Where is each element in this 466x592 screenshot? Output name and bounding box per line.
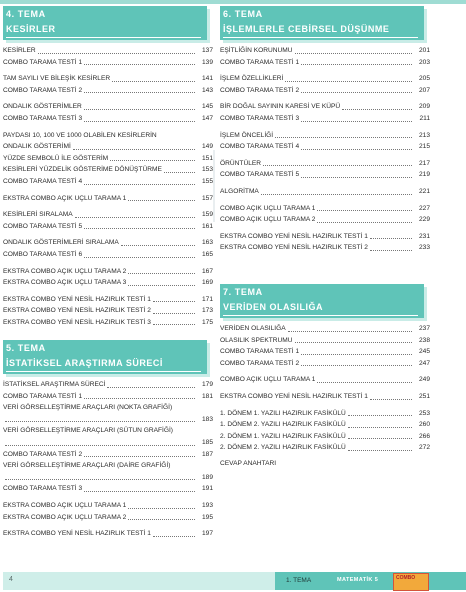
dot-leader [342,109,412,110]
footer-tema-label: 1. TEMA [286,577,312,584]
toc-entry[interactable] [3,266,213,278]
tema-underline [6,37,201,38]
entry-page-number: 251 [418,392,430,400]
entry-label: COMBO TARAMA TESTİ 4 [220,143,300,151]
tema-title: İŞLEMLERLE CEBİRSEL DÜŞÜNME [223,24,390,34]
footer-right-band [275,572,466,590]
entry-page-number: 205 [418,75,430,83]
toc-entry[interactable] [3,500,213,512]
dot-leader [153,324,195,325]
entry-label: YÜZDE SEMBOLÜ İLE GÖSTERİM [3,154,109,162]
toc-entry[interactable] [220,419,430,431]
entry-page-number: 193 [201,501,213,509]
entry-page-number: 233 [418,244,430,252]
entry-label: TAM SAYILI VE BİLEŞİK KESİRLER [3,75,111,83]
toc-entry[interactable] [3,221,213,233]
dot-leader [285,81,412,82]
entry-label: KESİRLER [3,47,36,54]
entry-page-number: 153 [201,166,213,174]
entry-page-number: 183 [201,415,213,423]
entry-page-number: 137 [201,47,213,54]
toc-entry[interactable] [3,130,213,153]
dot-leader [84,491,195,492]
entry-page-number: 211 [419,114,430,122]
dot-leader [5,421,195,422]
entry-page-number: 149 [201,143,213,151]
entry-page-number: 247 [418,359,430,367]
dot-leader [84,64,195,65]
dot-leader [153,313,195,314]
entry-label: ÖRÜNTÜLER [220,159,262,167]
dot-leader [301,64,412,65]
dot-leader [317,210,412,211]
entry-label: VERİ GÖRSELLEŞTİRME ARAÇLARI (NOKTA GRAFİĞİ) [3,404,173,412]
dot-leader [263,165,412,166]
toc-entry[interactable] [3,402,213,425]
dot-leader [84,228,195,229]
dot-leader [301,177,412,178]
toc-entry[interactable] [220,57,430,69]
dot-leader [121,245,195,246]
footer-subject: MATEMATİK 5 [337,577,379,583]
entry-label: KESİRLERİ YÜZDELİK GÖSTERİME DÖNÜŞTÜRME [3,166,162,174]
entry-page-number: 245 [418,348,430,356]
entry-second-line [3,414,213,426]
dot-leader [128,508,195,509]
dot-leader [153,536,195,537]
toc-entry[interactable] [3,209,213,221]
tema-underline [6,371,201,372]
entry-second-line [3,472,213,484]
entry-page-number: 201 [418,47,430,54]
tema-underline [223,37,418,38]
entry-page-number: 238 [418,336,430,344]
toc-entry[interactable] [220,130,430,142]
dot-leader [38,53,195,54]
entry-page-number: 139 [201,58,213,66]
section-tema-7 [220,284,430,470]
dot-leader [348,450,412,451]
dot-leader [128,285,195,286]
entry-page-number: 187 [201,450,213,458]
toc-entry[interactable] [220,85,430,97]
entry-label: COMBO TARAMA TESTİ 1 [3,392,83,400]
entry-label: KESİRLERİ SIRALAMA [3,211,73,219]
dot-leader [348,427,412,428]
entry-label: EKSTRA COMBO YENİ NESİL HAZIRLIK TESTİ 1 [220,232,368,240]
entry-label: EKSTRA COMBO AÇIK UÇLU TARAMA 1 [3,501,127,509]
entry-page-number: 253 [418,409,430,417]
dot-leader [348,415,412,416]
entry-label: İSTATİKSEL ARAŞTIRMA SÜRECİ [3,381,106,388]
entry-label: 2. DÖNEM 2. YAZILI HAZIRLIK FASİKÜLÜ [220,444,346,452]
entry-page-number: 209 [418,103,430,111]
dot-leader [370,399,412,400]
toc-entry[interactable] [3,249,213,261]
dot-leader [110,160,195,161]
tema-title: KESİRLER [6,24,56,34]
toc-entry[interactable] [3,164,213,176]
entry-label: EKSTRA COMBO YENİ NESİL HAZIRLIK TESTİ 3 [3,318,151,326]
entry-page-number: 169 [201,279,213,287]
dot-leader [5,479,195,480]
entry-page-number: 272 [418,444,430,452]
toc-entry[interactable] [3,449,213,461]
toc-list [220,45,430,254]
entry-label: COMBO TARAMA TESTİ 1 [220,348,300,356]
dot-leader [295,342,412,343]
entry-label: COMBO TARAMA TESTİ 4 [3,177,83,185]
dot-leader [301,121,412,122]
entry-page-number: 219 [418,171,430,179]
toc-entry[interactable] [220,358,430,370]
entry-label: COMBO TARAMA TESTİ 3 [3,114,83,122]
entry-page-number: 159 [201,211,213,219]
tema-6-header [220,6,424,40]
footer-left-band [3,572,275,590]
toc-entry[interactable] [3,391,213,403]
entry-page-number: 181 [201,392,213,400]
tema-number: 5. TEMA [6,343,46,353]
entry-page-number: 260 [418,421,430,429]
entry-page-number: 213 [418,131,430,139]
entry-label: 2. DÖNEM 1. YAZILI HAZIRLIK FASİKÜLÜ [220,432,346,440]
entry-label: COMBO TARAMA TESTİ 2 [220,359,300,367]
toc-entry[interactable] [3,528,213,540]
toc-entry[interactable] [3,176,213,188]
entry-label: 1. DÖNEM 2. YAZILI HAZIRLIK FASİKÜLÜ [220,421,346,429]
entry-label: COMBO TARAMA TESTİ 1 [220,58,300,66]
dot-leader [317,382,412,383]
answer-key-label: CEVAP ANAHTARI [220,459,277,467]
entry-page-number: 151 [201,154,213,162]
toc-entry[interactable] [3,425,213,448]
toc-entry[interactable] [3,57,213,69]
entry-label: EKSTRA COMBO AÇIK UÇLU TARAMA 1 [3,194,127,202]
entry-label: EKSTRA COMBO YENİ NESİL HAZIRLIK TESTİ 2 [220,244,368,252]
dot-leader [275,137,412,138]
toc-list [3,379,213,540]
entry-page-number: 165 [201,250,213,258]
entry-label: ONDALIK GÖSTERİMLER [3,103,82,111]
toc-entry[interactable] [3,101,213,113]
entry-page-number: 141 [201,75,213,83]
entry-label: ONDALIK GÖSTERİMLERİ SIRALAMA [3,239,119,247]
entry-page-number: 167 [201,267,213,275]
tema-title: İSTATİKSEL ARAŞTIRMA SÜRECİ [6,358,163,368]
tema-title: VERİDEN OLASILIĞA [223,302,324,312]
toc-entry[interactable] [220,231,430,243]
entry-label: COMBO TARAMA TESTİ 6 [3,250,83,258]
toc-entry[interactable] [220,101,430,113]
entry-label: BİR DOĞAL SAYININ KARESİ VE KÜPÜ [220,103,341,111]
dot-leader [84,92,195,93]
entry-label: İŞLEM ÖNCELİĞİ [220,131,274,139]
toc-entry[interactable] [220,335,430,347]
entry-label-continued: ONDALIK GÖSTERİMİ [3,143,71,151]
dot-leader [370,238,412,239]
entry-label: EKSTRA COMBO AÇIK UÇLU TARAMA 2 [3,267,127,275]
tema-number: 7. TEMA [223,287,263,297]
entry-page-number: 161 [201,222,213,230]
entry-label: İŞLEM ÖZELLİKLERİ [220,75,284,83]
entry-page-number: 221 [418,187,430,195]
dot-leader [84,121,195,122]
toc-entry[interactable] [220,323,430,335]
entry-label: COMBO TARAMA TESTİ 2 [3,86,83,94]
combo-logo [393,573,429,591]
entry-page-number: 266 [418,432,430,440]
dot-leader [288,331,412,332]
page-footer [0,572,466,592]
tema-underline [223,315,418,316]
entry-label: VERİ GÖRSELLEŞTİRME ARAÇLARI (DAİRE GRAFİĞİ) [3,462,171,470]
toc-entry[interactable] [220,374,430,386]
entry-page-number: 175 [201,318,213,326]
toc-entry[interactable] [220,158,430,170]
toc-entry[interactable] [3,73,213,85]
top-accent-strip [0,0,466,4]
entry-label: COMBO TARAMA TESTİ 3 [220,114,300,122]
entry-label: EKSTRA COMBO AÇIK UÇLU TARAMA 3 [3,279,127,287]
entry-page-number: 145 [201,103,213,111]
toc-entry[interactable] [3,512,213,524]
entry-page-number: 171 [201,295,213,303]
entry-label: 1. DÖNEM 1. YAZILI HAZIRLIK FASİKÜLÜ [220,409,346,417]
section-tema-4 [3,6,213,328]
toc-entry[interactable] [220,169,430,181]
entry-page-number: 179 [201,381,213,388]
entry-page-number: 217 [418,159,430,167]
entry-label: COMBO TARAMA TESTİ 5 [3,222,83,230]
entry-page-number: 197 [201,530,213,538]
entry-label: EKSTRA COMBO YENİ NESİL HAZIRLIK TESTİ 1 [3,530,151,538]
section-tema-5 [3,340,213,540]
entry-page-number: 227 [418,204,430,212]
page-number: 4 [9,576,13,583]
toc-entry[interactable] [220,113,430,125]
entry-label: COMBO TARAMA TESTİ 2 [220,86,300,94]
dot-leader [5,445,195,446]
tema-number: 4. TEMA [6,9,46,19]
entry-page-number: 185 [201,438,213,446]
entry-label: EKSTRA COMBO AÇIK UÇLU TARAMA 2 [3,513,127,521]
entry-label: EKSTRA COMBO YENİ NESİL HAZIRLIK TESTİ 2 [3,307,151,315]
entry-second-line [3,437,213,449]
dot-leader [112,81,195,82]
dot-leader [317,222,412,223]
section-tema-6 [220,6,430,254]
entry-page-number: 155 [201,177,213,185]
toc-entry[interactable] [3,193,213,205]
entry-label: OLASILIK SPEKTRUMU [220,336,293,344]
entry-label: EKSTRA COMBO YENİ NESİL HAZIRLIK TESTİ 1 [220,392,368,400]
dot-leader [301,149,412,150]
dot-leader [84,184,195,185]
dot-leader [84,398,195,399]
entry-page-number: 157 [201,194,213,202]
dot-leader [348,438,412,439]
dot-leader [261,194,412,195]
dot-leader [301,365,412,366]
entry-label: COMBO TARAMA TESTİ 2 [3,450,83,458]
toc-entry[interactable] [220,346,430,358]
entry-page-number: 229 [418,216,430,224]
tema-4-header [3,6,207,40]
dot-leader [301,354,412,355]
dot-leader [128,519,195,520]
entry-label: COMBO AÇIK UÇLU TARAMA 1 [220,204,316,212]
toc-entry[interactable] [3,45,213,57]
dot-leader [153,301,195,302]
toc-entry[interactable] [3,294,213,306]
toc-entry[interactable] [220,186,430,198]
toc-entry[interactable] [3,379,213,391]
divider-bar [213,150,215,222]
toc-entry[interactable] [3,153,213,165]
tema-number: 6. TEMA [223,9,263,19]
entry-label: COMBO TARAMA TESTİ 5 [220,171,300,179]
entry-label: COMBO TARAMA TESTİ 3 [3,485,83,493]
toc-entry[interactable] [220,45,430,57]
dot-leader [75,217,195,218]
entry-label: ALGORİTMA [220,187,259,195]
dot-leader [84,456,195,457]
entry-label: COMBO TARAMA TESTİ 1 [3,58,83,66]
toc-entry[interactable] [220,141,430,153]
dot-leader [128,200,195,201]
entry-label: COMBO AÇIK UÇLU TARAMA 1 [220,376,316,384]
entry-page-number: 231 [418,232,430,240]
toc-entry[interactable] [220,431,430,443]
dot-leader [128,273,195,274]
toc-entry[interactable] [3,277,213,289]
entry-label: EKSTRA COMBO YENİ NESİL HAZIRLIK TESTİ 1 [3,295,151,303]
dot-leader [301,92,412,93]
entry-page-number: 215 [418,143,430,151]
dot-leader [84,109,195,110]
toc-entry[interactable] [220,242,430,254]
toc-entry[interactable] [220,203,430,215]
dot-leader [107,387,195,388]
entry-page-number: 191 [201,485,213,493]
toc-entry[interactable] [3,483,213,495]
tema-7-header [220,284,424,318]
entry-page-number: 163 [201,239,213,247]
entry-label: PAYDASI 10, 100 VE 1000 OLABİLEN KESİRLERİN [3,131,157,139]
tema-5-header [3,340,207,374]
dot-leader [164,172,195,173]
toc-entry[interactable] [3,113,213,125]
dot-leader [370,250,412,251]
entry-page-number: 207 [418,86,430,94]
entry-page-number: 189 [201,473,213,481]
entry-page-number: 203 [418,58,430,66]
toc-entry[interactable] [220,73,430,85]
logo-text: COMBO [396,575,416,581]
toc-entry[interactable] [220,214,430,226]
dot-leader [84,257,195,258]
entry-second-line [3,141,213,153]
toc-entry[interactable] [3,85,213,97]
toc-entry[interactable] [220,391,430,403]
entry-page-number: 195 [201,513,213,521]
toc-entry[interactable] [3,460,213,483]
dot-leader [295,53,412,54]
toc-entry[interactable] [220,408,430,420]
entry-page-number: 237 [418,325,430,332]
toc-entry[interactable] [3,237,213,249]
entry-page-number: 147 [201,114,213,122]
toc-entry[interactable] [3,317,213,329]
entry-label: VERİDEN OLASILIĞA [220,325,286,332]
entry-label: VERİ GÖRSELLEŞTİRME ARAÇLARI (SÜTUN GRAFİĞİ) [3,427,174,435]
dot-leader [73,149,195,150]
toc-entry[interactable] [220,442,430,454]
entry-page-number: 173 [201,307,213,315]
entry-label: EŞİTLİĞİN KORUNUMU [220,47,293,54]
entry-label: COMBO AÇIK UÇLU TARAMA 2 [220,216,316,224]
toc-list [220,323,430,454]
entry-page-number: 249 [418,376,430,384]
entry-page-number: 143 [201,86,213,94]
toc-list [3,45,213,328]
toc-entry[interactable] [3,305,213,317]
